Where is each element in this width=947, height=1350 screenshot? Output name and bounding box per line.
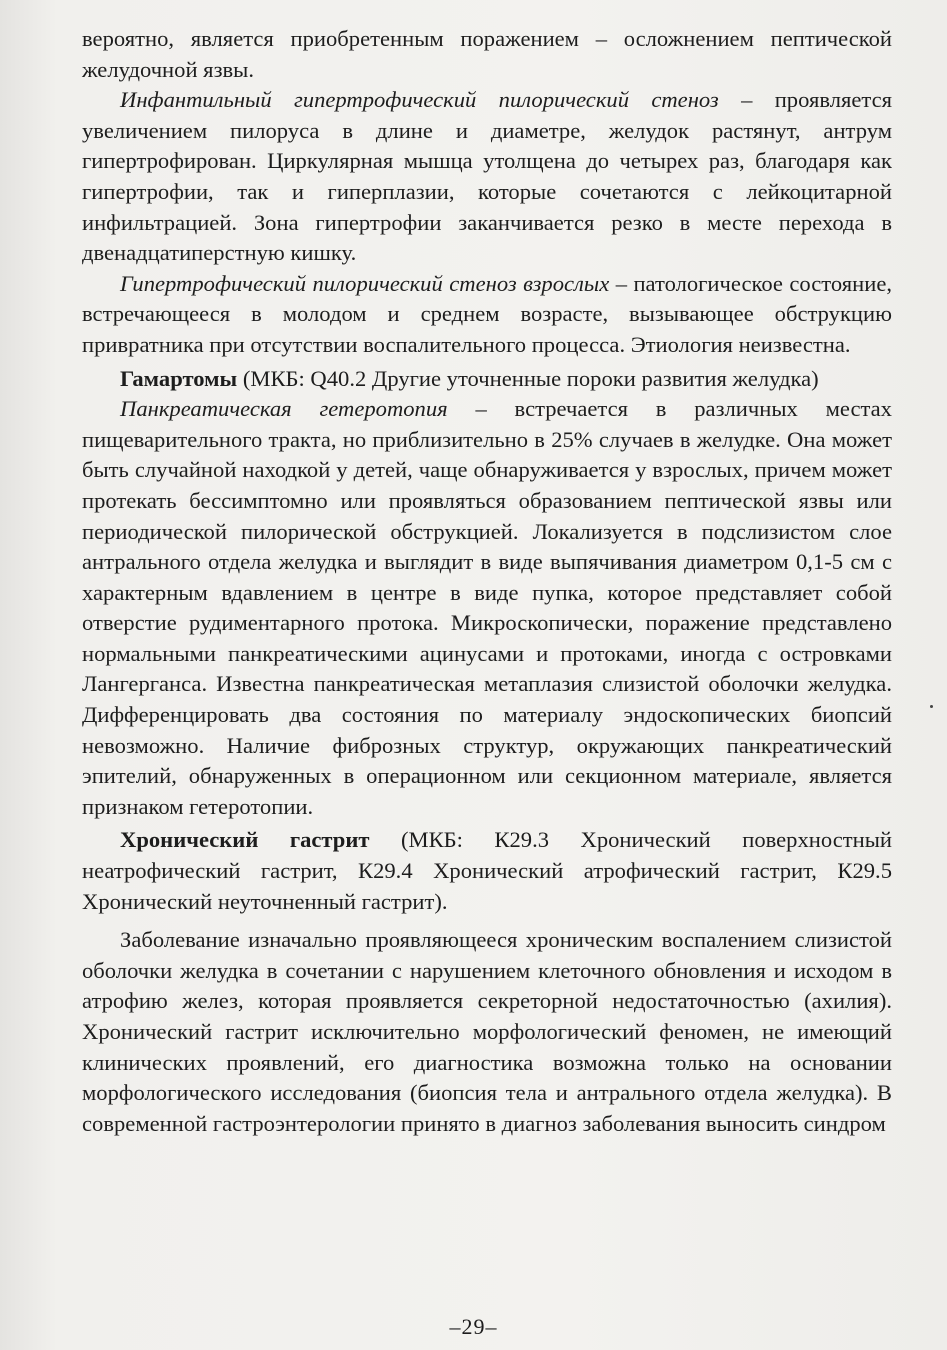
body-text <box>82 24 892 1139</box>
heading-bold: Хронический гастрит <box>120 827 370 853</box>
paragraph-continuation <box>82 24 892 85</box>
paragraph-text: вероятно, является приобретенным поражением – осложнением пептической желудочной язвы. <box>82 26 892 82</box>
scan-speck <box>930 705 933 708</box>
term-italic: Инфантильный гипертрофический пилорический стеноз <box>120 87 719 113</box>
paragraph-disease-description <box>82 925 892 1139</box>
paragraph-infantile-stenosis <box>82 85 892 269</box>
paragraph-text: – проявляется увеличением пилоруса в длине и диаметре, желудок растянут, антрум гипертрофирован. Циркулярная мышца утолщена до четырех раз, благодаря как гипертрофии, так и гиперплазии, которые сочетаются с лейкоцитарной инфильтрацией. Зона гипертрофии заканчивается резко в месте перехода в двенадцатиперстную кишку. <box>82 87 892 266</box>
paragraph-text: (МКБ: К29.3 Хронический поверхностный неатрофический гастрит, К29.4 Хронический атрофический гастрит, К29.5 Хронический неуточненный гастрит). <box>82 827 892 914</box>
paragraph-text: Заболевание изначально проявляющееся хроническим воспалением слизистой оболочки желудка в сочетании с нарушением клеточного обновления и исходом в атрофию желез, которая проявляется секреторной недостаточностью (ахилия). Хронический гастрит исключительно морфологический феномен, не имеющий клинических проявлений, его диагностика возможна только на основании морфологического исследования (биопсия тела и антрального отдела желудка). В современной гастроэнтерологии принято в диагноз заболевания выносить синдром <box>82 927 892 1136</box>
paragraph-hamartomas <box>82 364 892 395</box>
page-number: –29– <box>449 1314 498 1339</box>
paragraph-text: (МКБ: Q40.2 Другие уточненные пороки развития желудка) <box>237 365 819 391</box>
paragraph-adult-stenosis <box>82 269 892 361</box>
paragraph-chronic-gastritis <box>82 825 892 917</box>
paragraph-text: – встречается в различных местах пищеварительного тракта, но приблизительно в 25% случаев в желудке. Она может быть случайной находкой у детей, чаще обнаруживается у взрослых, причем может протекать бессимптомно или проявляться образованием пептической язвы или периодической пилорической обструкцией. Локализуется в подслизистом слое антрального отдела желудка и выглядит в виде выпячивания диаметром 0,1-5 см с характерным вдавлением в центре в виде пупка, которое представляет собой отверстие рудиментарного протока. Микроскопически, поражение представлено нормальными панкреатическими ацинусами и протоками, иногда с островками Лангерганса. Известна панкреатическая метаплазия слизистой оболочки желудка. Дифференцировать два состояния по материалу эндоскопических биопсий невозможно. Наличие фиброзных структур, окружающих панкреатический эпителий, обнаруженных в операционном или секционном материале, является признаком гетеротопии. <box>82 396 892 819</box>
heading-bold: Гамартомы <box>120 365 238 391</box>
term-italic: Панкреатическая гетеротопия <box>120 396 448 422</box>
paragraph-text: – патологическое состояние, встречающееся в молодом и среднем возрасте, вызывающее обструкцию привратника при отсутствии воспалительного процесса. Этиология неизвестна. <box>82 270 892 357</box>
term-italic: Гипертрофический пилорический стеноз взрослых <box>120 270 610 296</box>
paragraph-pancreatic-heterotopia <box>82 394 892 822</box>
